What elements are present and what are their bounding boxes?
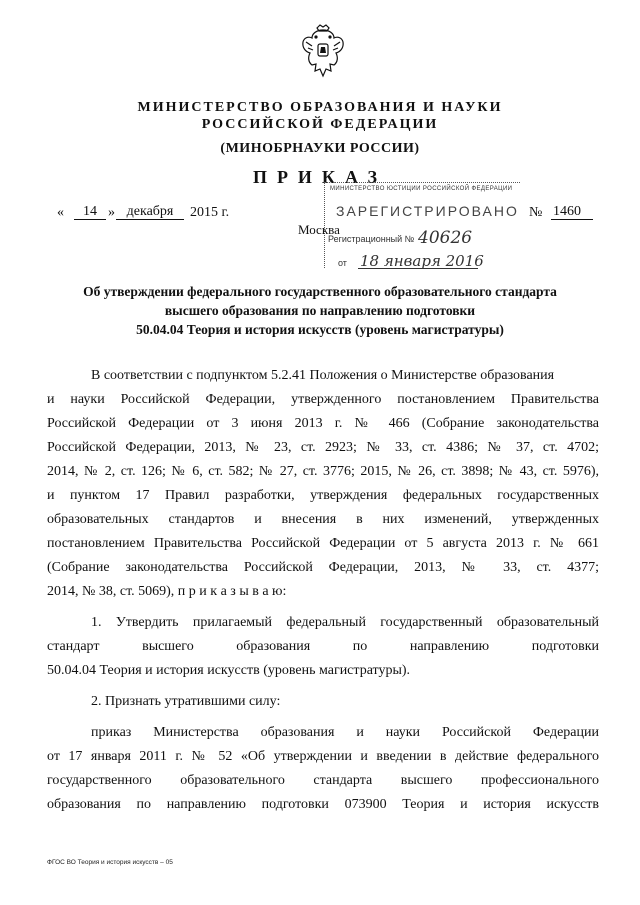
body-line: стандарт высшего образования по направлению подготовки [47, 639, 599, 654]
stamp-reg-date: 18 января 2016 [360, 252, 484, 270]
stamp-date-prefix: от [338, 258, 347, 268]
stamp-registered-label: ЗАРЕГИСТРИРОВАНО [336, 203, 519, 219]
body-line: государственного образовательного стандарта высшего профессионального [47, 773, 599, 788]
body-line: Российской Федерации, 2013, № 23, ст. 2923; № 33, ст. 4386; № 37, ст. 4702; [47, 440, 599, 455]
order-year: 2015 г. [190, 205, 230, 220]
body-line: 50.04.04 Теория и история искусств (уровень магистратуры). [47, 663, 411, 678]
body-line: (Собрание законодательства Российской Федерации, 2013, № 33, ст. 4377; [47, 560, 599, 575]
ministry-name-line2: РОССИЙСКОЙ ФЕДЕРАЦИИ [201, 117, 439, 132]
stamp-reg-number: 40626 [418, 228, 473, 248]
city: Москва [298, 222, 340, 237]
order-number: 1460 [551, 205, 593, 220]
order-month: декабря [116, 205, 184, 220]
body-line: приказ Министерства образования и науки Российской Федерации [91, 725, 599, 740]
ministry-name-line1: МИНИСТЕРСТВО ОБРАЗОВАНИЯ И НАУКИ [137, 100, 503, 115]
date-close-quote: » [108, 205, 115, 220]
body-line: 2014, № 38, ст. 5069), п р и к а з ы в а ю: [47, 584, 287, 599]
body-line: 2014, № 2, ст. 126; № 6, ст. 582; № 27, ст. 3776; 2015, № 26, ст. 3898; № 43, ст. 5976), [47, 464, 599, 479]
body-line: образования по направлению подготовки 073900 Теория и история искусств [47, 797, 599, 812]
body-line: Российской Федерации от 3 июня 2013 г. № 466 (Собрание законодательства [47, 416, 599, 431]
registration-stamp [324, 178, 526, 274]
ministry-abbreviation: (МИНОБРНАУКИ РОССИИ) [220, 141, 420, 156]
body-line: В соответствии с подпунктом 5.2.41 Положения о Министерстве образования [91, 368, 555, 383]
body-line: 1. Утвердить прилагаемый федеральный государственный образовательный [91, 615, 599, 630]
body-line: и науки Российской Федерации, утвержденного постановлением Правительства [47, 392, 599, 407]
body-line: и пунктом 17 Правил разработки, утверждения федеральных государственных [47, 488, 599, 503]
stamp-organization: МИНИСТЕРСТВО ЮСТИЦИИ РОССИЙСКОЙ ФЕДЕРАЦИИ [330, 186, 513, 192]
order-title-line1: Об утверждении федерального государственного образовательного стандарта [83, 284, 557, 299]
coat-of-arms-icon [300, 24, 346, 80]
body-line: от 17 января 2011 г. № 52 «Об утверждении и введении в действие федерального [47, 749, 599, 764]
stamp-reg-number-label: Регистрационный № [328, 234, 415, 244]
date-open-quote: « [57, 205, 64, 220]
body-line: 2. Признать утратившими силу: [91, 694, 281, 709]
body-line: постановлением Правительства Российской Федерации от 5 августа 2013 г. № 661 [47, 536, 599, 551]
order-day: 14 [74, 205, 106, 220]
page-footer: ФГОС ВО Теория и история искусств – 05 [47, 859, 173, 866]
order-number-label: № [529, 205, 543, 220]
document-type-title: ПРИКАЗ [252, 167, 388, 187]
order-title-line3: 50.04.04 Теория и история искусств (уровень магистратуры) [136, 322, 504, 337]
order-title-line2: высшего образования по направлению подготовки [164, 303, 476, 318]
body-line: образовательных стандартов и внесения в них изменений, утвержденных [47, 512, 599, 527]
